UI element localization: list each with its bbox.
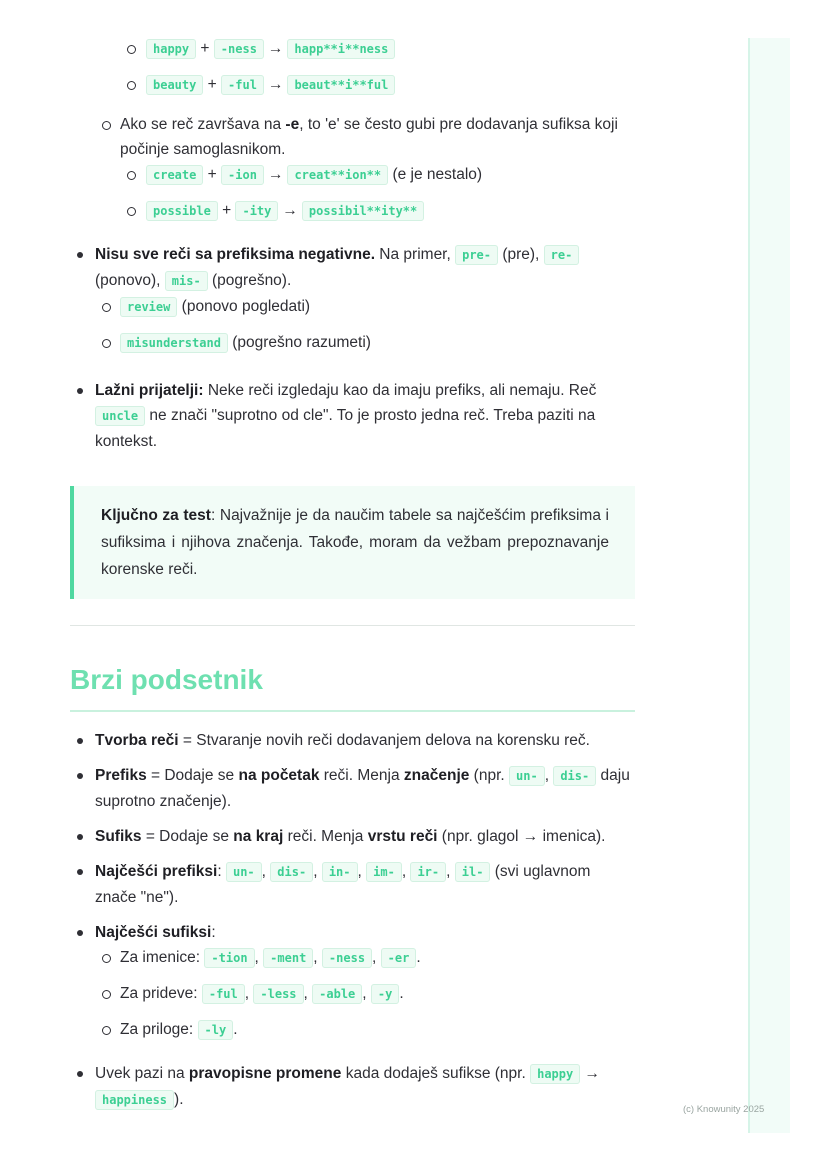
code-token: un- (509, 766, 545, 786)
rules-list (70, 36, 635, 454)
code-token: -ful (202, 984, 245, 1004)
code-token: -tion (204, 948, 254, 968)
arrow-right-icon: → (580, 1065, 601, 1082)
code-token: -ly (198, 1020, 234, 1040)
code-token: dis- (553, 766, 596, 786)
list-item: Najčešći sufiksi: (70, 920, 635, 945)
list-item: review (ponovo pogledati) (70, 294, 635, 320)
code-token: -ity (235, 201, 278, 221)
arrow-right-icon: → (267, 76, 284, 93)
divider (70, 625, 635, 626)
code-token: re- (544, 245, 580, 265)
code-token: -less (253, 984, 303, 1004)
code-token: happy (146, 39, 196, 59)
list-item: Za imenice: -tion , -ment , -ness , -er . (70, 945, 635, 971)
code-token: possibil**ity** (302, 201, 424, 221)
prefix-codes: un- , dis- , in- , im- , ir- , il- (226, 863, 490, 880)
list-item: Prefiks = Dodaje se na početak reči. Menja značenje (npr. un- , dis- daju suprotno značenje). (70, 763, 635, 814)
list-item: create + -ion → creat**ion** (e je nestalo) (70, 162, 635, 188)
code-token: beauty (146, 75, 203, 95)
list-item: beauty + -ful → beaut**i**ful (70, 72, 635, 98)
heading-underline (70, 710, 635, 712)
list-item: happy + -ness → happ**i**ness (70, 36, 635, 62)
code-token: create (146, 165, 203, 185)
code-token: mis- (165, 271, 208, 291)
reminder-list (70, 728, 635, 1113)
code-token: dis- (270, 862, 313, 882)
key-point-callout: Ključno za test: Najvažnije je da naučim tabele sa najčešćim prefiksima i sufiksima i njihova značenja. Takođe, moram da vežbam prepoznavanje korenske reči. (70, 486, 635, 599)
code-token: -able (312, 984, 362, 1004)
list-item: Lažni prijatelji: Neke reči izgledaju kao da imaju prefiks, ali nemaju. Reč uncle ne znači "suprotno od cle". To je prosto jedna reč. Treba paziti na kontekst. (70, 378, 635, 454)
list-item: Sufiks = Dodaje se na kraj reči. Menja vrstu reči (npr. glagol → imenica). (70, 824, 635, 849)
code-token: -er (381, 948, 417, 968)
list-item: Za priloge: -ly . (70, 1017, 635, 1043)
code-token: uncle (95, 406, 145, 426)
list-item: possible + -ity → possibil**ity** (70, 198, 635, 224)
code-token: -ment (263, 948, 313, 968)
code-token: happ**i**ness (287, 39, 395, 59)
list-item: Ako se reč završava na -e, to 'e' se često gubi pre dodavanja sufiksa koji počinje samoglasnikom. (70, 112, 635, 162)
code-token: creat**ion** (287, 165, 388, 185)
list-item: Uvek pazi na pravopisne promene kada dodaješ sufikse (npr. happy → happiness ). (70, 1061, 635, 1113)
code-token: happy (530, 1064, 580, 1084)
code-token: misunderstand (120, 333, 228, 353)
arrow-right-icon: → (267, 166, 284, 183)
list-item: misunderstand (pogrešno razumeti) (70, 330, 635, 356)
footer-copyright: (c) Knowunity 2025 (683, 1104, 765, 1115)
side-panel (748, 38, 790, 1133)
code-token: -ness (214, 39, 264, 59)
section-heading: Brzi podsetnik (70, 664, 263, 695)
code-token: review (120, 297, 177, 317)
code-token: beaut**i**ful (287, 75, 395, 95)
code-token: happiness (95, 1090, 174, 1110)
list-item: Nisu sve reči sa prefiksima negativne. Na primer, pre- (pre), re- (ponovo), mis- (pogrešno). (70, 242, 635, 294)
arrow-right-icon: → (267, 40, 284, 57)
code-token: im- (366, 862, 402, 882)
code-token: -y (371, 984, 399, 1004)
main-content (70, 36, 635, 1113)
code-token: -ion (221, 165, 264, 185)
code-token: pre- (455, 245, 498, 265)
code-token: in- (322, 862, 358, 882)
code-token: -ful (221, 75, 264, 95)
code-token: possible (146, 201, 218, 221)
code-token: un- (226, 862, 262, 882)
list-item: Najčešći prefiksi: un- , dis- , in- , im- , ir- , il- (svi uglavnom znače "ne"). (70, 859, 635, 910)
arrow-right-icon: → (282, 202, 298, 219)
code-token: -ness (322, 948, 372, 968)
list-item: Tvorba reči = Stvaranje novih reči dodavanjem delova na korensku reč. (70, 728, 635, 753)
noun-suffix-codes: -tion , -ment , -ness , -er (204, 949, 416, 966)
code-token: ir- (410, 862, 446, 882)
adverb-suffix-codes (198, 1021, 234, 1038)
list-item: Za prideve: -ful , -less , -able , -y . (70, 981, 635, 1007)
adjective-suffix-codes: -ful , -less , -able , -y (202, 985, 399, 1002)
code-token: il- (455, 862, 491, 882)
